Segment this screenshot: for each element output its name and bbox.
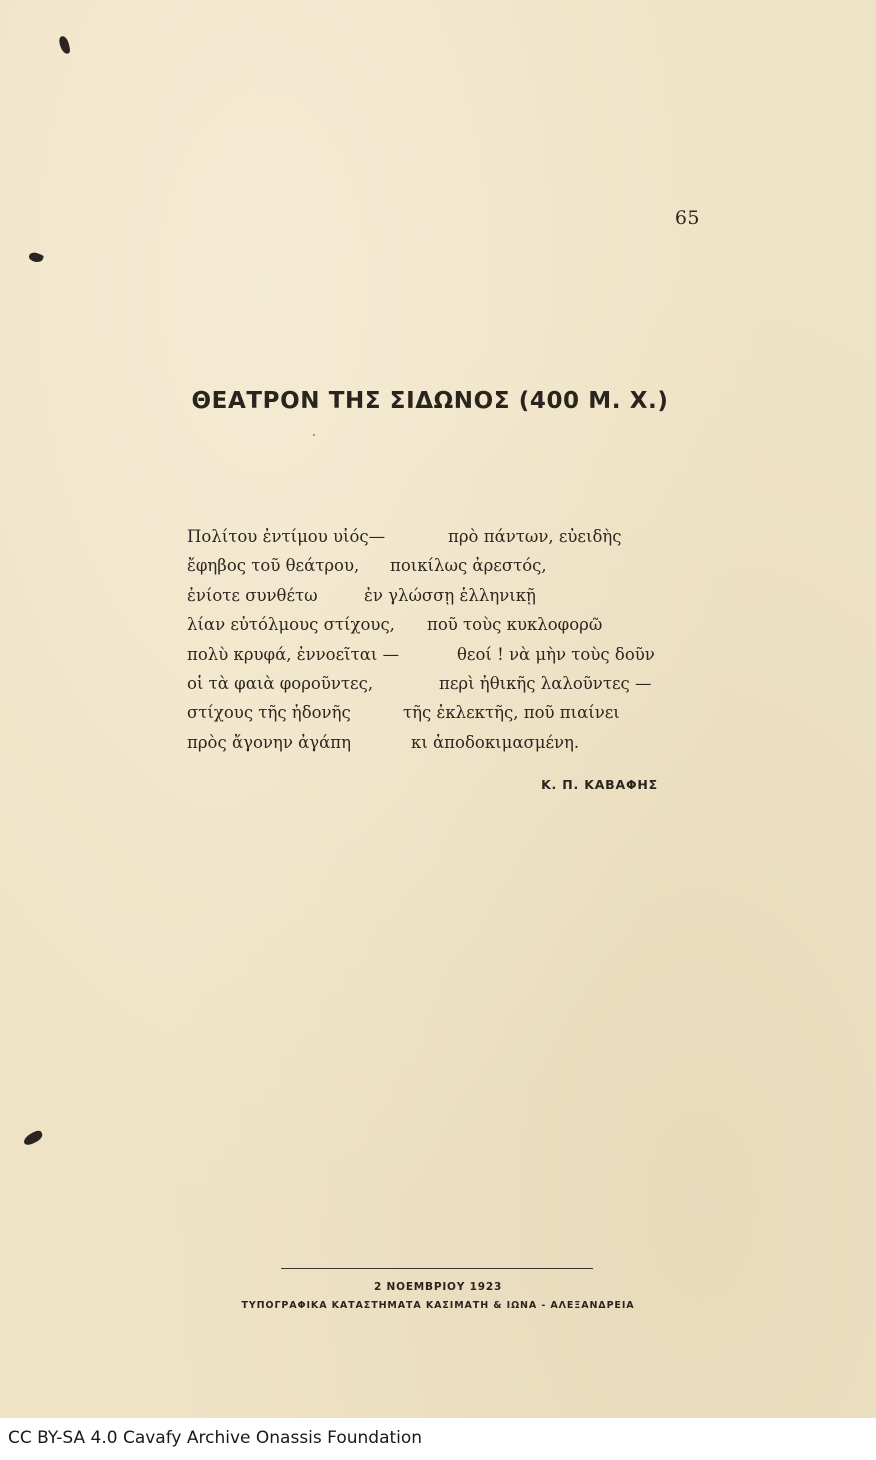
poem-line <box>187 703 687 732</box>
poem-line-second-half: ποῦ τοὺς κυκλοφορῶ <box>427 615 603 635</box>
credit-bar <box>0 1418 876 1460</box>
poem-line-second-half: πρὸ πάντων, εὐειδὴς <box>448 527 622 546</box>
poem-line <box>187 645 687 674</box>
poem-line-first-half: λίαν εὐτόλμους στίχους, <box>187 615 395 635</box>
author-signature: Κ. Π. ΚΑΒΑΦΗΣ <box>541 777 658 792</box>
license-credit: CC BY-SA 4.0 Cavafy Archive Onassis Foundation <box>8 1428 423 1448</box>
imprint-date: 2 ΝΟΕΜΒΡΙΟΥ 1923 <box>373 1281 503 1293</box>
poem-line-second-half: περὶ ἠθικῆς λαλοῦντες — <box>439 673 652 693</box>
poem-line-second-half: ποικίλως ἀρεστός, <box>390 556 547 576</box>
poem-line-first-half: πρὸς ἄγονην ἀγάπη <box>187 732 351 752</box>
poem-line <box>187 733 687 762</box>
paper-blemish <box>28 251 44 264</box>
poem-line-second-half: ἐν γλώσσῃ ἑλληνικῇ <box>364 585 536 605</box>
paper-blemish <box>22 1129 44 1147</box>
poem-line-second-half: θεοί ! νὰ μὴν τοὺς δοῦν <box>457 644 655 664</box>
paper-blemish <box>313 434 315 436</box>
page-number: 65 <box>674 207 700 229</box>
poem-line <box>187 586 687 615</box>
poem-line-first-half: Πολίτου ἐντίμου υἱός— <box>187 527 386 546</box>
imprint-printer: ΤΥΠΟΓΡΑΦΙΚΑ ΚΑΤΑΣΤΗΜΑΤΑ ΚΑΣΙΜΑΤΗ & ΙΩΝΑ - ΑΛΕΞΑΝΔΡΕΙΑ <box>241 1300 635 1311</box>
poem-line-second-half: κι ἀποδοκιμασμένη. <box>411 732 580 752</box>
poem-line <box>187 615 687 644</box>
poem-line-first-half: πολὺ κρυφά, ἐννοεῖται — <box>187 644 400 664</box>
poem-line <box>187 674 687 703</box>
footer-divider <box>281 1268 593 1269</box>
paper-blemish <box>58 35 71 54</box>
poem-line <box>187 527 687 556</box>
poem-line-first-half: ἐνίοτε συνθέτω <box>187 585 318 605</box>
poem-line-first-half: στίχους τῆς ἡδονῆς <box>187 703 351 723</box>
poem-body <box>187 527 687 762</box>
poem-line-second-half: τῆς ἐκλεκτῆς, ποῦ πιαίνει <box>403 703 620 723</box>
poem-line-first-half: ἔφηβος τοῦ θεάτρου, <box>187 556 360 576</box>
poem-line <box>187 556 687 585</box>
poem-title: ΘΕΑΤΡΟΝ ΤΗΣ ΣΙΔΩΝΟΣ (400 Μ. Χ.) <box>191 388 669 414</box>
poem-line-first-half: οἱ τὰ φαιὰ φοροῦντες, <box>187 673 374 693</box>
